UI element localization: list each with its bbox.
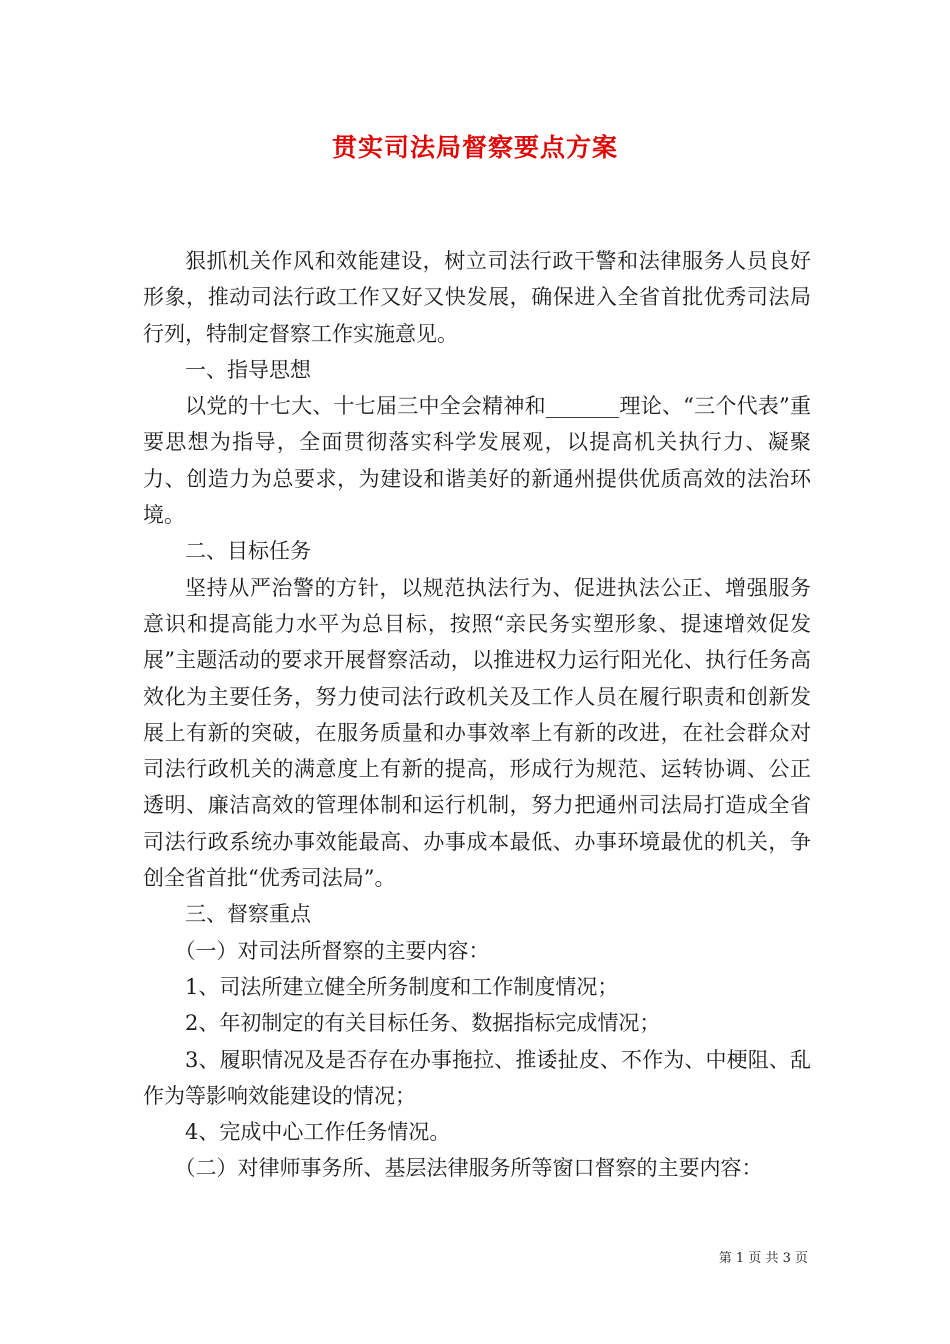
- list-item-4: 4、完成中心工作任务情况。: [185, 1120, 451, 1145]
- section-heading-inspection-focus: 三、督察重点: [185, 902, 311, 927]
- intro-paragraph: 狠抓机关作风和效能建设，树立司法行政干警和法律服务人员良好形象，推动司法行政工作又好又快发展，确保进入全省首批优秀司法局行列，特制定督察工作实施意见。: [143, 249, 811, 346]
- subsection-heading-law-firms: （二）对律师事务所、基层法律服务所等窗口督察的主要内容：: [174, 1156, 763, 1181]
- section-heading-objectives: 二、目标任务: [185, 539, 311, 564]
- list-item-1: 1、司法所建立健全所务制度和工作制度情况；: [185, 974, 619, 999]
- list-item-2: 2、年初制定的有关目标任务、数据指标完成情况；: [185, 1011, 661, 1036]
- objectives-paragraph: 坚持从严治警的方针，以规范执法行为、促进执法公正、增强服务意识和提高能力水平为总目标，按照“亲民务实塑形象、提速增效促发展”主题活动的要求开展督察活动，以推进权力运行阳光化、执行任务高效化为主要任务，努力使司法行政机关及工作人员在履行职责和创新发展上有新的突破，在服务质量和办事效率上有新的改进，在社会群众对司法行政机关的满意度上有新的提高，形成行为规范、运转协调、公正透明、廉洁高效的管理体制和运行机制，努力把通州司法局打造成全省司法行政系统办事效能最高、办事成本最低、办事环境最优的机关，争创全省首批“优秀司法局”。: [143, 575, 811, 891]
- document-title: 贯实司法局督察要点方案: [331, 133, 618, 162]
- section-heading-guiding-ideology: 一、指导思想: [185, 357, 311, 382]
- guiding-ideology-paragraph: 以党的十七大、十七届三中全会精神和_______理论、“三个代表”重要思想为指导，全面贯彻落实科学发展观，以提高机关执行力、凝聚力、创造力为总要求，为建设和谐美好的新通州提供优质高效的法治环境。: [143, 394, 811, 528]
- subsection-heading-judicial-office: （一）对司法所督察的主要内容：: [174, 938, 490, 963]
- list-item-3: 3、履职情况及是否存在办事拖拉、推诿扯皮、不作为、中梗阻、乱作为等影响效能建设的情况；: [143, 1047, 811, 1108]
- document-body: [143, 243, 811, 1187]
- page-number: 第 1 页 共 3 页: [718, 1251, 808, 1266]
